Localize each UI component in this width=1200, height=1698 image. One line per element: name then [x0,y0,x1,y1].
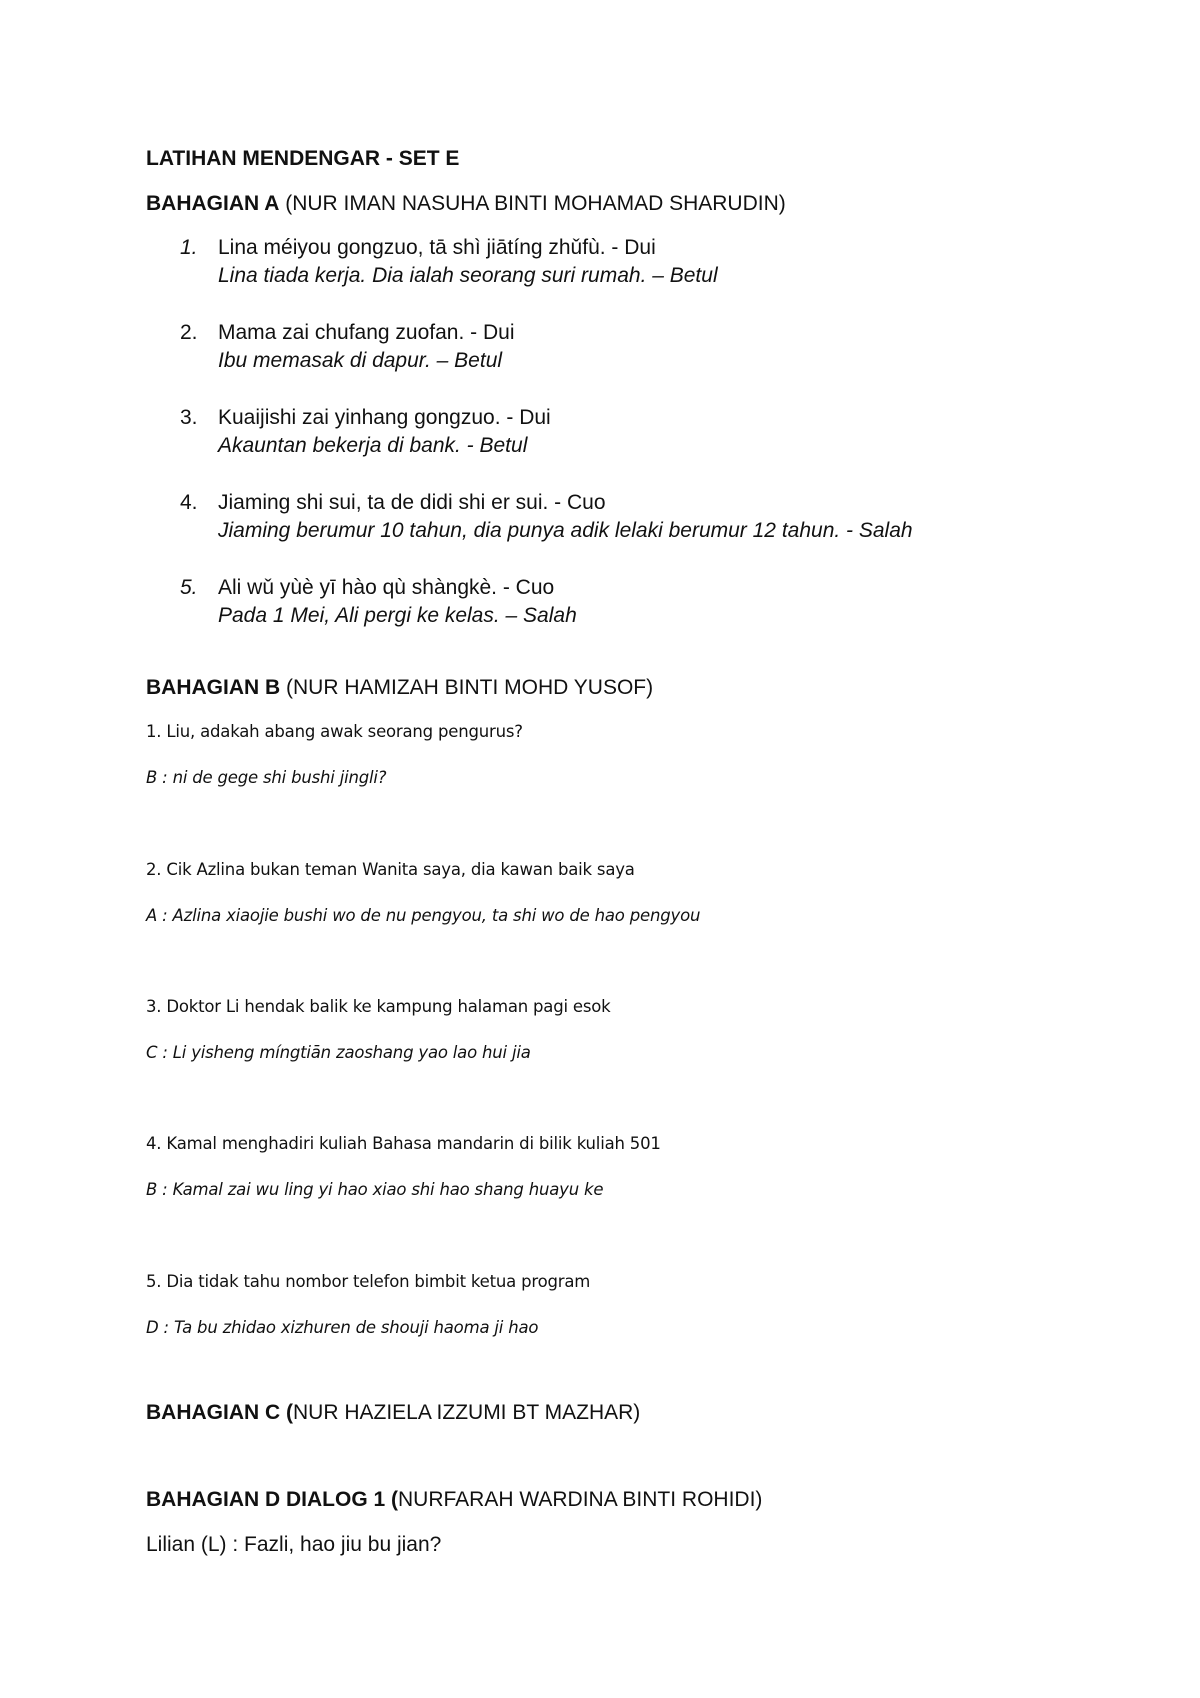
item-text: Lina méiyou gongzuo, tā shì jiātíng zhǔfù. - Dui [218,236,656,259]
item-text: Kuaijishi zai yinhang gongzuo. - Dui [218,406,551,429]
item-text: Ali wǔ yùè yī hào qù shàngkè. - Cuo [218,576,555,599]
answer-text: A : Azlina xiaojie bushi wo de nu pengyou, ta shi wo de hao pengyou [146,906,701,925]
section-b-heading: BAHAGIAN B [146,676,281,699]
section-a-name: (NUR IMAN NASUHA BINTI MOHAMAD SHARUDIN) [285,192,786,215]
answer-text: B : Kamal zai wu ling yi hao xiao shi hao shang huayu ke [146,1180,604,1199]
dialog-line: Lilian (L) : Fazli, hao jiu bu jian? [146,1533,442,1556]
item-number: 1. [180,236,198,259]
section-c-name: NUR HAZIELA IZZUMI BT MAZHAR) [293,1401,641,1424]
section-d-heading-line [146,1488,762,1512]
question-text: 2. Cik Azlina bukan teman Wanita saya, dia kawan baik saya [146,860,635,879]
section-c-heading: BAHAGIAN C ( [146,1401,293,1424]
section-b-heading-line [146,676,653,700]
item-number: 2. [180,321,198,344]
section-a-heading-line [146,192,786,216]
section-d-name: NURFARAH WARDINA BINTI ROHIDI) [398,1488,763,1511]
answer-text: C : Li yisheng míngtiān zaoshang yao lao hui jia [146,1043,531,1062]
item-number: 4. [180,491,198,514]
question-text: 3. Doktor Li hendak balik ke kampung halaman pagi esok [146,997,611,1016]
question-text: 5. Dia tidak tahu nombor telefon bimbit ketua program [146,1272,591,1291]
item-text: Mama zai chufang zuofan. - Dui [218,321,515,344]
section-d-heading: BAHAGIAN D DIALOG 1 ( [146,1488,398,1511]
item-translation: Jiaming berumur 10 tahun, dia punya adik lelaki berumur 12 tahun. - Salah [218,519,913,542]
item-translation: Akauntan bekerja di bank. - Betul [218,434,528,457]
item-translation: Pada 1 Mei, Ali pergi ke kelas. – Salah [218,604,577,627]
item-translation: Lina tiada kerja. Dia ialah seorang suri rumah. – Betul [218,264,718,287]
section-b-name: (NUR HAMIZAH BINTI MOHD YUSOF) [286,676,654,699]
answer-text: B : ni de gege shi bushi jingli? [146,768,387,787]
item-number: 5. [180,576,198,599]
answer-text: D : Ta bu zhidao xizhuren de shouji haoma ji hao [146,1318,539,1337]
item-number: 3. [180,406,198,429]
section-c-heading-line [146,1401,640,1425]
question-text: 1. Liu, adakah abang awak seorang pengurus? [146,722,523,741]
section-a-heading: BAHAGIAN A [146,192,280,215]
item-text: Jiaming shi sui, ta de didi shi er sui. - Cuo [218,491,606,514]
item-translation: Ibu memasak di dapur. – Betul [218,349,503,372]
question-text: 4. Kamal menghadiri kuliah Bahasa mandarin di bilik kuliah 501 [146,1134,661,1153]
document-title: LATIHAN MENDENGAR - SET E [146,147,460,170]
